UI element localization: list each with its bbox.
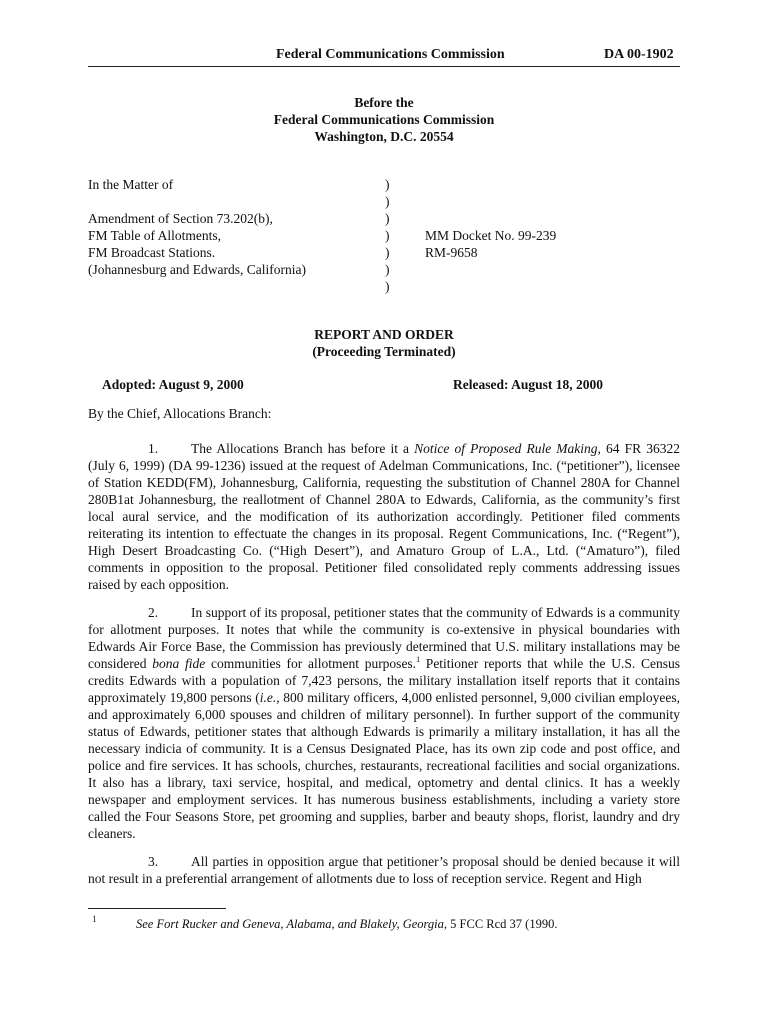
title-line-address: Washington, D.C. 20554 [314,129,454,144]
caption-left-line: Amendment of Section 73.202(b), [88,211,273,226]
caption-left-line: FM Broadcast Stations. [88,245,216,260]
paragraph-3: 3. All parties in opposition argue that petitioner’s proposal should be denied because it will not result in a preferential arrangement of allotments due to loss of reception service. Regent and High [88,854,680,886]
title-line-agency: Federal Communications Commission [273,112,495,127]
order-subtitle: (Proceeding Terminated) [312,344,456,359]
order-title-block [88,326,680,360]
caption-paren: ) [385,177,390,192]
paragraph-2: 2. In support of its proposal, petitioner states that the community of Edwards is a community for allotment purposes. It notes that while the community is co-extensive in physical boundaries with Edwards Air Force Base, the Commission has previously determined that U.S. military installations may be considered bona fide communities for allotment purposes.$^1$ Petitioner reports that while the U.S. Census credits Edwards with a population of 7,423 persons, the military installation itself reports that it contains approximately 19,800 persons (i.e., 800 military officers, 4,000 enlisted personnel, 9,000 civilian employees, and approximately 6,000 spouses and children of military personnel). In further support of the community status of Edwards, petitioner states that although Edwards is primarily a military installation, it has all the necessary indicia of community. It is a Census Designated Place, has its own zip code and post office, and police and fire services. It has schools, churches, restaurants, recreational facilities and social organizations. It also has a library, taxi service, hospital, and medical, optometry and dental clinics. It has a weekly newspaper and employment services. It has numerous business establishments, including a variety store called the Four Seasons Store, pet grooming and supplies, barber and beauty shops, florist, laundry and dry cleaners. [88,605,681,841]
paragraph-number: 1. [148,441,159,456]
paragraph-number: 3. [148,854,159,869]
title-block [88,94,680,145]
caption-paren: ) [385,211,390,226]
nprm-citation: Notice of Proposed Rule Making, [414,441,601,456]
footnote-rule [88,908,226,909]
caption-docket-no: MM Docket No. 99-239 [425,228,557,243]
issuing-authority: By the Chief, Allocations Branch: [88,406,272,421]
footnote-text: See Fort Rucker and Geneva, Alabama, and Blakely, Georgia, 5 FCC Rcd 37 (1990. [136,917,558,931]
caption-in-matter-of: In the Matter of [88,177,174,192]
caption-rm-no: RM-9658 [425,245,478,260]
paragraph-1: 1. The Allocations Branch has before it a Notice of Proposed Rule Making, 64 FR 36322 (July 6, 1999) (DA 99-1236) issued at the request of Adelman Communications, Inc. (“petitioner”), licensee of Station KEDD(FM), Johannesburg, California, requesting the substitution of Channel 280A for Channel 280B1at Johannesburg, the reallotment of Channel 280A to Edwards, California, as the community’s first local aural service, and the modification of its authorization accordingly. Petitioner filed comments reiterating its intention to effectuate the changes in its proposal. Regent Communications, Inc. (“Regent”), High Desert Broadcasting Co. (“High Desert”), and Amaturo Group of L.A., Ltd. (“Amaturo”), filed comments in opposition to the proposal. Petitioner filed consolidated reply comments addressing issues raised by each opposition. [88,441,681,592]
caption-paren: ) [385,262,390,277]
order-title: REPORT AND ORDER [314,327,454,342]
header-agency: Federal Communications Commission [276,47,505,62]
released-date: Released: August 18, 2000 [453,377,604,392]
caption-paren: ) [385,194,390,209]
paragraph-number: 2. [148,605,159,620]
header-rule [88,66,680,67]
adopted-date: Adopted: August 9, 2000 [102,377,244,392]
footnote-reference[interactable]: 1 [416,655,421,664]
caption-left-line: (Johannesburg and Edwards, California) [88,262,306,277]
footnote-number: 1 [92,914,97,924]
caption-left-line: FM Table of Allotments, [88,228,222,243]
caption-paren: ) [385,279,390,294]
caption-paren: ) [385,228,390,243]
header-docket-id: DA 00-1902 [604,47,674,62]
title-line-before: Before the [354,95,414,110]
caption-paren: ) [385,245,390,260]
